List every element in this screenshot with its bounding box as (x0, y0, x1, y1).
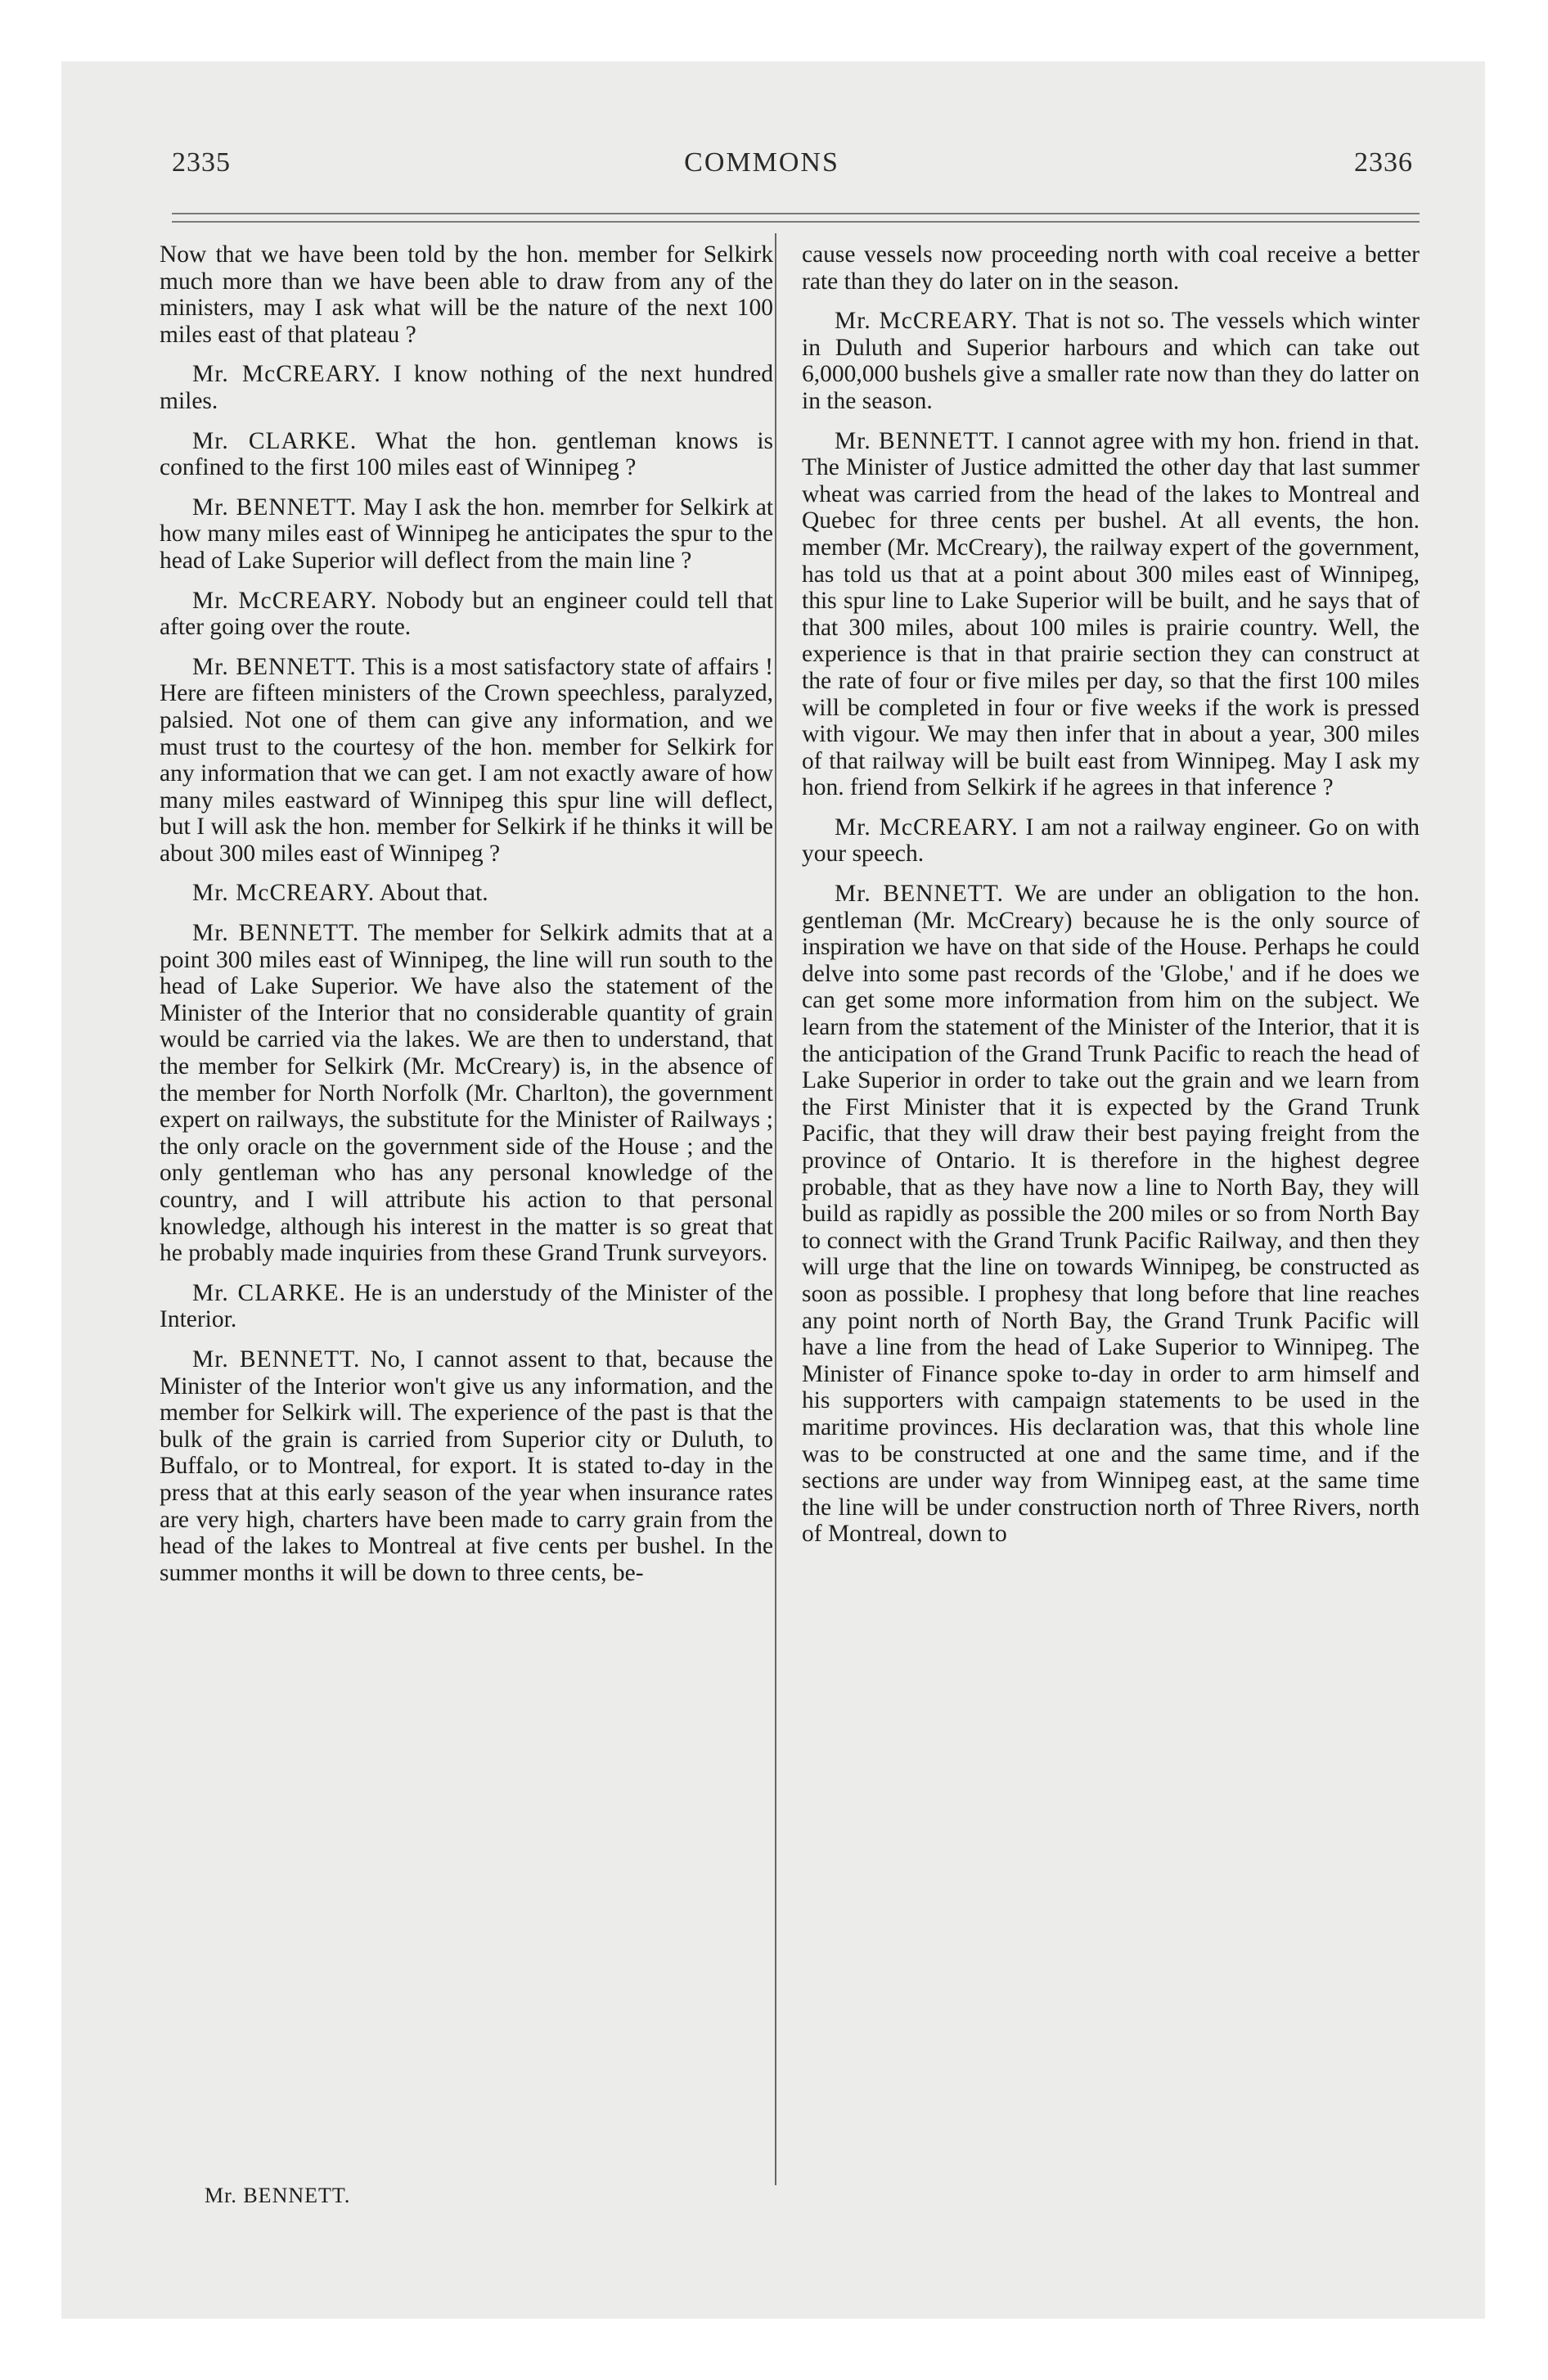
speech-text: That is not so. The vessels which winter in Duluth and Superior harbours and which can take out 6,000,000 bushels give a smaller rate now than they do latter on in the season. (802, 308, 1420, 414)
column-divider (775, 233, 776, 2185)
speech-text: cause vessels now proceeding north with coal receive a better rate than they do later on in the season. (802, 241, 1420, 295)
paragraph (160, 588, 773, 641)
speaker-name: Mr. McCREARY. (192, 880, 376, 907)
right-column (802, 241, 1420, 1561)
paragraph (802, 241, 1420, 295)
speaker-name: Mr. CLARKE. (192, 1279, 346, 1306)
speaker-name: Mr. McCREARY. (192, 587, 378, 614)
left-column (160, 241, 773, 1599)
speech-text: No, I cannot assent to that, because the Minister of the Interior won't give us any information, and the member for Selkirk will. The experience of the past is that the bulk of the grain is carried from Superior city or Duluth, to Buffalo, or to Montreal, for export. It is stated to-day in the press that at this early season of the year when insurance rates are very high, charters have been made to carry grain from the head of the lakes to Montreal at five cents per bushel. In the summer months it will be down to three cents, be- (160, 1346, 773, 1586)
speaker-name: Mr. McCREARY. (192, 361, 381, 388)
speaker-name: Mr. BENNETT. (835, 881, 1004, 908)
header-rule-bottom (172, 221, 1420, 223)
speech-text: I cannot agree with my hon. friend in that. The Minister of Justice admitted the other day that last summer wheat was carried from the head of the lakes to Montreal and Quebec for three cents per bushel. At all events, the hon. member (Mr. McCreary), the railway expert of the government, has told us that at a point about 300 miles east of Winnipeg, this spur line to Lake Superior will be built, and he says that of that 300 miles, about 100 miles is prairie country. Well, the experience is that in that prairie section they can construct at the rate of four or five miles per day, so that the first 100 miles will be completed in four or five weeks if the work is pressed with vigour. We may then infer that in about a year, 300 miles of that railway will be built east from Winnipeg. May I ask my hon. friend from Selkirk if he agrees in that inference ? (802, 427, 1420, 801)
speech-text: He is an understudy of the Minister of the Interior. (160, 1279, 773, 1333)
page-header (110, 147, 1413, 196)
page-number-right: 2336 (1354, 147, 1413, 178)
speaker-name: Mr. CLARKE. (192, 427, 358, 454)
paragraph (802, 814, 1420, 868)
speaker-name: Mr. BENNETT. (192, 1346, 361, 1373)
paragraph (160, 494, 773, 575)
speaker-name: Mr. McCREARY. (835, 814, 1019, 841)
paragraph (160, 920, 773, 1267)
paragraph (160, 880, 773, 907)
paragraph (160, 428, 773, 481)
speech-text: Now that we have been told by the hon. member for Selkirk much more than we have been able to draw from any of the ministers, may I ask what will be the nature of the next 100 miles east of that plateau ? (160, 241, 773, 348)
header-rule-top (172, 213, 1420, 214)
paragraph (802, 308, 1420, 414)
speaker-name: Mr. McCREARY. (835, 308, 1019, 335)
page-number-left: 2335 (172, 147, 231, 178)
paragraph (802, 881, 1420, 1548)
speaker-name: Mr. BENNETT. (192, 920, 360, 947)
speech-text: What the hon. gentleman knows is confined to the first 100 miles east of Winnipeg ? (160, 427, 773, 481)
speech-text: This is a most satisfactory state of affairs ! Here are fifteen ministers of the Crown speechless, paralyzed, palsied. Not one of them can give any information, and we must trust to the courtesy of the hon. member for Selkirk for any information that we can get. I am not exactly aware of how many miles eastward of Winnipeg this spur line will deflect, but I will ask the hon. member for Selkirk if he thinks it will be about 300 miles east of Winnipeg ? (160, 653, 774, 867)
speech-text: May I ask the hon. memrber for Selkirk at how many miles east of Winnipeg he anticipates the spur to the head of Lake Superior will deflect from the main line ? (160, 494, 774, 574)
speaker-name: Mr. BENNETT. (835, 427, 1000, 454)
speech-text: I know nothing of the next hundred miles. (160, 361, 773, 414)
speech-text: I am not a railway engineer. Go on with your speech. (802, 814, 1420, 868)
speaker-name: Mr. BENNETT. (192, 653, 357, 680)
paragraph (160, 361, 773, 414)
paragraph (160, 1346, 773, 1586)
speaker-name: Mr. BENNETT. (192, 494, 358, 521)
running-title: COMMONS (684, 147, 839, 178)
speech-text: About that. (379, 880, 488, 907)
speech-text: The member for Selkirk admits that at a point 300 miles east of Winnipeg, the line will run south to the head of Lake Superior. We have also the statement of the Minister of the Interior that no considerable quantity of grain would be carried via the lakes. We are then to understand, that the member for Selkirk (Mr. McCreary) is, in the absence of the member for North Norfolk (Mr. Charlton), the government expert on railways, the substitute for the Minister of Railways ; the only oracle on the government side of the House ; and the only gentleman who has any personal knowledge of the country, and I will attribute his action to that personal knowledge, although his interest in the matter is so great that he probably made inquiries from these Grand Trunk surveyors. (160, 920, 774, 1267)
paragraph (160, 654, 773, 868)
paragraph (802, 428, 1420, 801)
speech-text: Nobody but an engineer could tell that after going over the route. (160, 587, 773, 641)
paragraph (160, 241, 773, 348)
speech-text: We are under an obligation to the hon. gentleman (Mr. McCreary) because he is the only source of inspiration we have on that side of the House. Perhaps he could delve into some past records of the 'Globe,' and if he does we can get some more information from him on the subject. We learn from the statement of the Minister of the Interior, that it is the anticipation of the Grand Trunk Pacific to reach the head of Lake Superior in order to take out the grain and we learn from the First Minister that it is expected by the Grand Trunk Pacific, that they will draw their best paying freight from the province of Ontario. It is therefore in the highest degree probable, that as they have now a line to North Bay, they will build as rapidly as possible the 200 miles or so from North Bay to connect with the Grand Trunk Pacific Railway, and then they will urge that the line on towards Winnipeg, be constructed as soon as possible. I prophesy that long before that line reaches any point north of North Bay, the Grand Trunk Pacific will have a line from the head of Lake Superior to Winnipeg. The Minister of Finance spoke to-day in order to arm himself and his supporters with campaign statements to be used in the maritime provinces. His declaration was, that this whole line was to be constructed at one and the same time, and if the sections are under way from Winnipeg east, at the same time the line will be under construction north of Three Rivers, north of Montreal, down to (802, 881, 1420, 1548)
catchword: Mr. BENNETT. (205, 2184, 351, 2207)
paragraph (160, 1280, 773, 1333)
